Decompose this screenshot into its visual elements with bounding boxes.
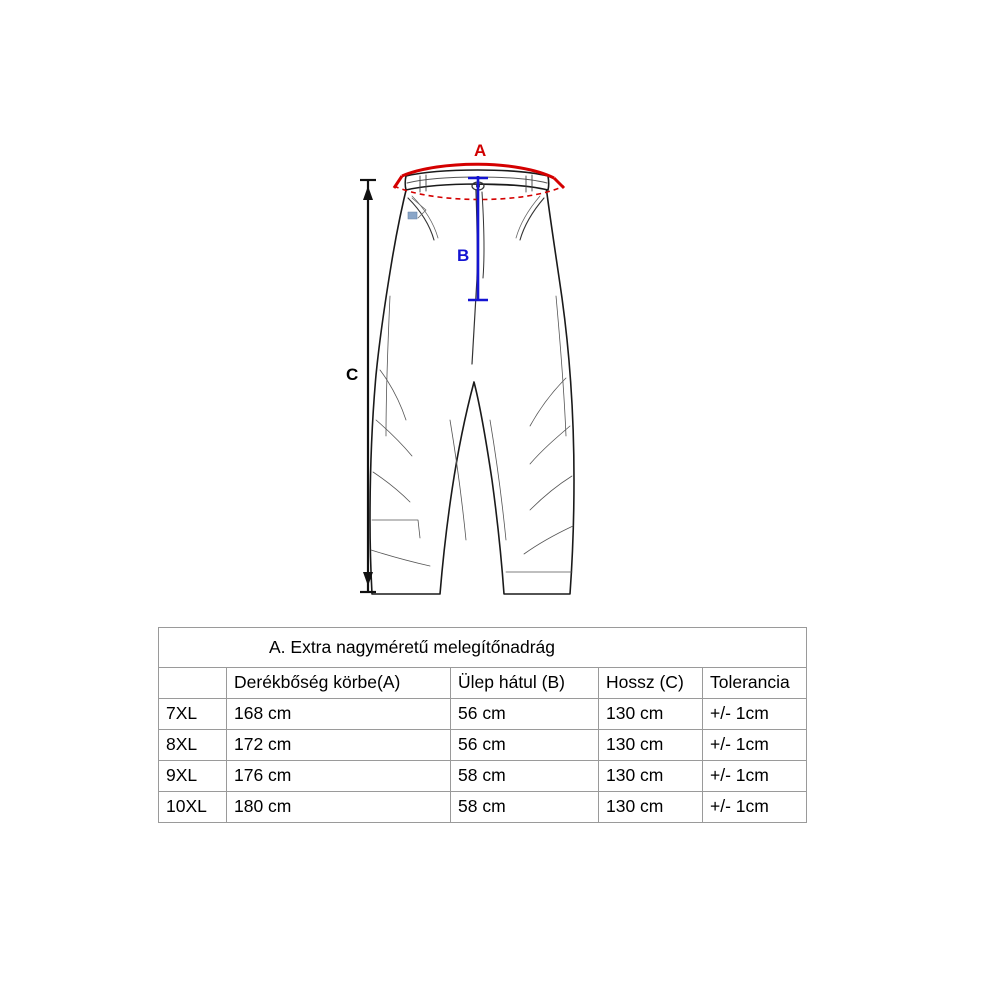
header-cell-tolerance: Tolerancia <box>703 668 807 699</box>
cell-length: 130 cm <box>599 730 703 761</box>
table-row <box>159 730 807 761</box>
cell-rise: 56 cm <box>451 699 599 730</box>
size-table-container <box>158 627 806 823</box>
cell-length: 130 cm <box>599 792 703 823</box>
cell-size: 9XL <box>159 761 227 792</box>
table-row <box>159 792 807 823</box>
rise-dimension-label: B <box>457 246 470 265</box>
cell-tolerance: +/- 1cm <box>703 761 807 792</box>
pants-outline <box>370 170 574 594</box>
cell-size: 7XL <box>159 699 227 730</box>
cell-rise: 58 cm <box>451 792 599 823</box>
table-title-row <box>159 628 807 668</box>
cell-rise: 56 cm <box>451 730 599 761</box>
header-cell-length: Hossz (C) <box>599 668 703 699</box>
table-header-row <box>159 668 807 699</box>
table-title: A. Extra nagyméretű melegítőnadrág <box>159 628 807 668</box>
cell-length: 130 cm <box>599 761 703 792</box>
garment-diagram <box>330 120 670 620</box>
cell-waist: 180 cm <box>227 792 451 823</box>
cell-size: 8XL <box>159 730 227 761</box>
cell-tolerance: +/- 1cm <box>703 730 807 761</box>
header-cell-rise: Ülep hátul (B) <box>451 668 599 699</box>
cell-waist: 168 cm <box>227 699 451 730</box>
table-row <box>159 699 807 730</box>
cell-waist: 176 cm <box>227 761 451 792</box>
cell-tolerance: +/- 1cm <box>703 792 807 823</box>
cell-rise: 58 cm <box>451 761 599 792</box>
size-table <box>158 627 807 823</box>
cell-size: 10XL <box>159 792 227 823</box>
cell-length: 130 cm <box>599 699 703 730</box>
length-dimension-label: C <box>346 365 359 384</box>
table-row <box>159 761 807 792</box>
waist-dimension-label: A <box>474 141 487 160</box>
header-cell-size <box>159 668 227 699</box>
header-cell-waist: Derékbőség körbe(A) <box>227 668 451 699</box>
cell-waist: 172 cm <box>227 730 451 761</box>
cell-tolerance: +/- 1cm <box>703 699 807 730</box>
